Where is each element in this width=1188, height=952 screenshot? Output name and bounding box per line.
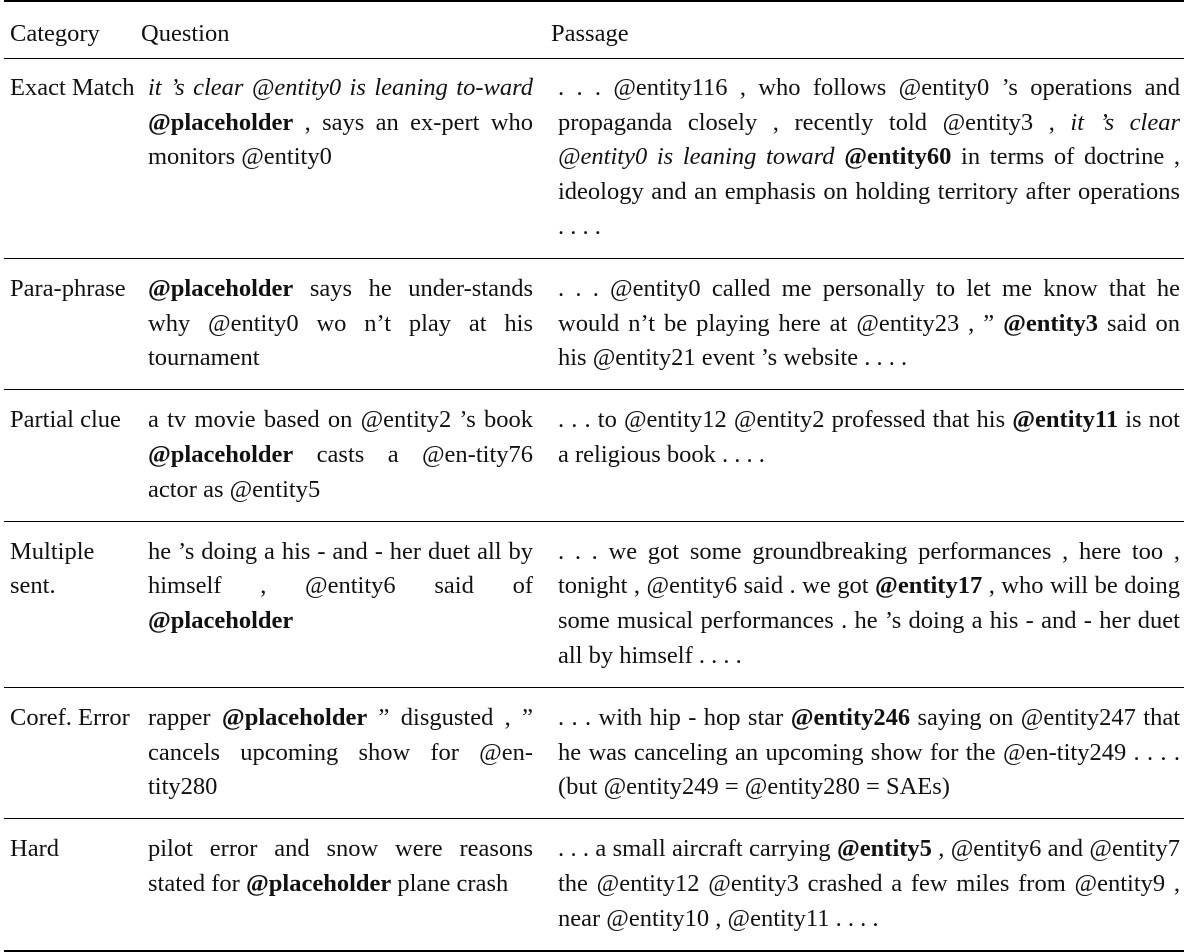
text-segment: . . . a small aircraft carrying bbox=[558, 835, 838, 863]
text-segment: in terms of doctrine , ideology and an emphasis on holding territory after operations . . . . bbox=[558, 143, 1180, 240]
text-segment: , @entity6 and @entity7 the @entity12 @entity3 crashed a few miles from @entity9 , near @entity10 , @entity11 . . . . bbox=[558, 835, 1180, 932]
header-category: Category bbox=[10, 20, 100, 47]
table-row bbox=[4, 58, 1184, 258]
entity-answer: @entity17 bbox=[875, 572, 983, 600]
entity-answer: @placeholder bbox=[148, 274, 294, 302]
header-question: Question bbox=[141, 20, 230, 47]
text-segment: , who will be doing some musical performances . he ’s doing a his - and - her duet all by himself . . . . bbox=[558, 572, 1180, 669]
text-segment: . . . @entity116 , who follows @entity0 ’s operations and propaganda closely , recently told @entity3 , bbox=[558, 73, 1180, 136]
passage-cell bbox=[551, 390, 1184, 521]
text-segment: a tv movie based on @entity2 ’s book bbox=[148, 406, 533, 434]
entity-answer: @placeholder bbox=[245, 869, 392, 897]
category-cell: Para-phrase bbox=[10, 274, 126, 302]
text-segment: ” disgusted , ” cancels upcoming show for @en-tity280 bbox=[148, 703, 533, 801]
text-segment: . . . we got some groundbreaking performances , here too , tonight , @entity6 said . we got bbox=[558, 537, 1180, 600]
entity-answer: @entity11 bbox=[1012, 406, 1119, 434]
question-cell bbox=[141, 521, 551, 687]
question-cell bbox=[141, 258, 551, 389]
entity-answer: @placeholder bbox=[148, 440, 294, 468]
text-segment: rapper bbox=[148, 703, 222, 731]
text-segment: said on his @entity21 event ’s website . . . . bbox=[558, 309, 1180, 372]
header-row bbox=[4, 1, 1184, 58]
entity-answer: @placeholder bbox=[148, 607, 294, 635]
category-cell: Exact Match bbox=[10, 73, 135, 101]
table-row bbox=[4, 687, 1184, 818]
entity-answer: @entity60 bbox=[844, 143, 952, 171]
header-passage: Passage bbox=[551, 20, 629, 47]
question-cell bbox=[141, 687, 551, 818]
text-segment: saying on @entity247 that he was canceling an upcoming show for the @en-tity249 . . . . (but @entity249 = @entity280 = SAEs) bbox=[558, 703, 1180, 801]
category-cell: Coref. Error bbox=[10, 703, 130, 731]
text-segment: pilot error and snow were reasons stated for bbox=[148, 835, 533, 897]
entity-answer: @entity246 bbox=[790, 703, 911, 731]
category-cell: Partial clue bbox=[10, 406, 121, 434]
passage-cell bbox=[551, 521, 1184, 687]
passage-cell bbox=[551, 687, 1184, 818]
passage-cell bbox=[551, 258, 1184, 389]
table-row bbox=[4, 390, 1184, 521]
entity-answer: @entity5 bbox=[837, 835, 932, 863]
entity-answer: @entity3 bbox=[1003, 309, 1099, 337]
matched-span: it ’s clear @entity0 is leaning to-ward bbox=[148, 73, 533, 101]
examples-table bbox=[4, 0, 1184, 952]
table-row bbox=[4, 521, 1184, 687]
entity-answer: @placeholder bbox=[221, 703, 368, 731]
text-segment: is not a religious book . . . . bbox=[558, 406, 1180, 468]
matched-span: it ’s clear @entity0 is leaning toward bbox=[558, 108, 1180, 171]
category-cell: Hard bbox=[10, 835, 59, 863]
table-row bbox=[4, 819, 1184, 951]
text-segment: casts a @en-tity76 actor as @entity5 bbox=[148, 440, 533, 503]
entity-answer: @placeholder bbox=[148, 108, 294, 136]
passage-cell bbox=[551, 819, 1184, 951]
text-segment: , says an ex-pert who monitors @entity0 bbox=[148, 108, 533, 171]
category-cell: Multiple sent. bbox=[10, 537, 95, 600]
question-cell bbox=[141, 58, 551, 258]
passage-cell bbox=[551, 58, 1184, 258]
question-cell bbox=[141, 390, 551, 521]
table-row bbox=[4, 258, 1184, 389]
question-cell bbox=[141, 819, 551, 951]
text-segment: plane crash bbox=[391, 869, 509, 897]
text-segment: he ’s doing a his - and - her duet all by himself , @entity6 said of bbox=[148, 537, 533, 600]
text-segment: . . . with hip - hop star bbox=[558, 703, 791, 731]
text-segment: . . . to @entity12 @entity2 professed that his bbox=[558, 406, 1013, 434]
text-segment: says he under-stands why @entity0 wo n’t play at his tournament bbox=[148, 274, 533, 372]
text-segment: . . . @entity0 called me personally to let me know that he would n’t be playing here at @entity23 , ” bbox=[558, 274, 1180, 337]
